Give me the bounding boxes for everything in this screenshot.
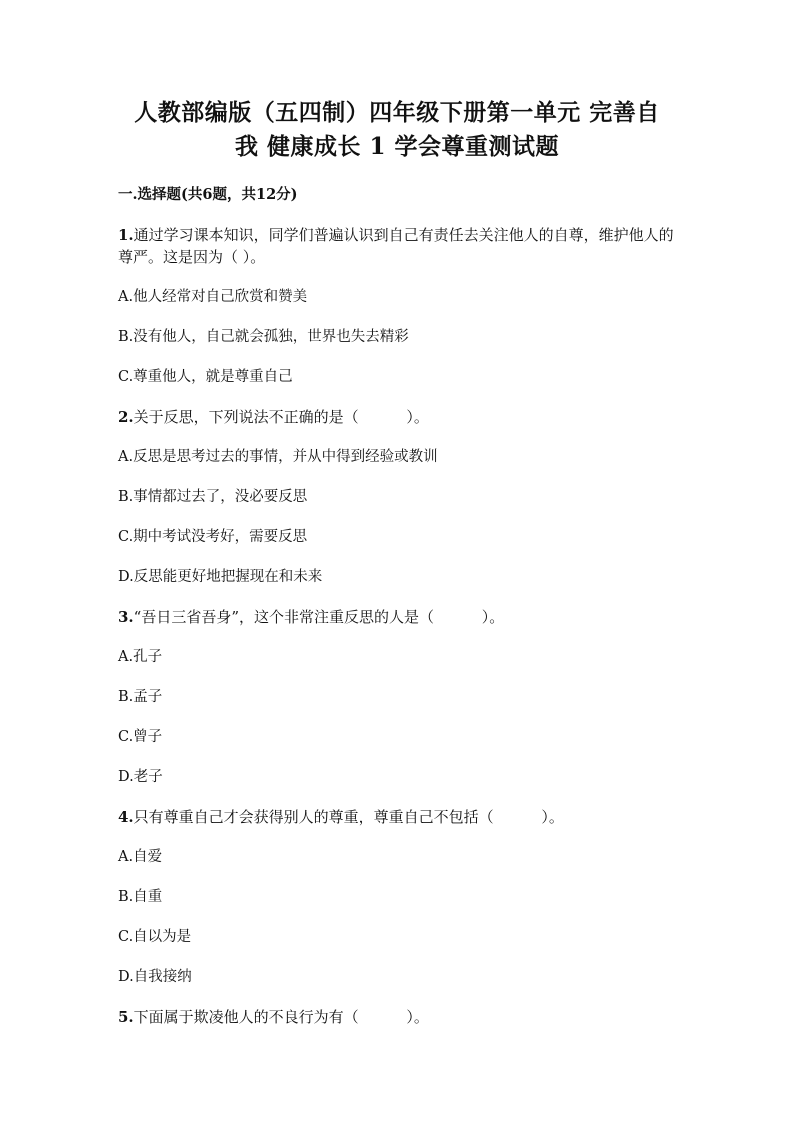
question-body: 只有尊重自己才会获得别人的尊重，尊重自己不包括（ ）。	[133, 808, 564, 826]
answer-option: D.老子	[118, 769, 163, 785]
question-block	[118, 406, 676, 588]
answer-option: A.反思是思考过去的事情，并从中得到经验或教训	[118, 449, 438, 465]
question-block	[118, 606, 676, 788]
title-line-2: 我 健康成长 1 学会尊重测试题	[234, 133, 560, 160]
title-line-1: 人教部编版（五四制）四年级下册第一单元 完善自	[134, 99, 660, 126]
question-body: 关于反思，下列说法不正确的是（ ）。	[133, 408, 429, 426]
answer-option: A.孔子	[118, 649, 163, 665]
answer-option: D.反思能更好地把握现在和未来	[118, 569, 323, 585]
answer-option: A.自爱	[118, 849, 163, 865]
question-number: 2.	[118, 408, 134, 426]
question-block	[118, 806, 676, 988]
question-text	[118, 806, 676, 828]
answer-option: C.曾子	[118, 729, 163, 745]
question-block	[118, 1006, 676, 1028]
question-text	[118, 606, 676, 628]
document-title	[118, 96, 676, 164]
section-heading: 一.选择题(共6题，共12分)	[118, 186, 298, 203]
answer-option: C.期中考试没考好，需要反思	[118, 529, 308, 545]
answer-option: C.尊重他人，就是尊重自己	[118, 369, 293, 385]
question-number: 4.	[118, 808, 134, 826]
question-body: 下面属于欺凌他人的不良行为有（ ）。	[133, 1008, 429, 1026]
answer-option: B.没有他人，自己就会孤独，世界也失去精彩	[118, 329, 409, 345]
question-text	[118, 224, 676, 268]
answer-option: C.自以为是	[118, 929, 192, 945]
question-body: “吾日三省吾身”，这个非常注重反思的人是（ ）。	[133, 608, 505, 626]
answer-option: B.事情都过去了，没必要反思	[118, 489, 308, 505]
question-number: 3.	[118, 608, 134, 626]
question-block	[118, 224, 676, 388]
question-number: 1.	[118, 226, 134, 244]
answer-option: A.他人经常对自己欣赏和赞美	[118, 289, 308, 305]
question-body: 通过学习课本知识，同学们普遍认识到自己有责任去关注他人的自尊，维护他人的尊严。这是因为（ ）。	[118, 226, 674, 266]
question-text	[118, 1006, 676, 1028]
answer-option: D.自我接纳	[118, 969, 192, 985]
question-text	[118, 406, 676, 428]
answer-option: B.自重	[118, 889, 163, 905]
question-number: 5.	[118, 1008, 134, 1026]
answer-option: B.孟子	[118, 689, 163, 705]
